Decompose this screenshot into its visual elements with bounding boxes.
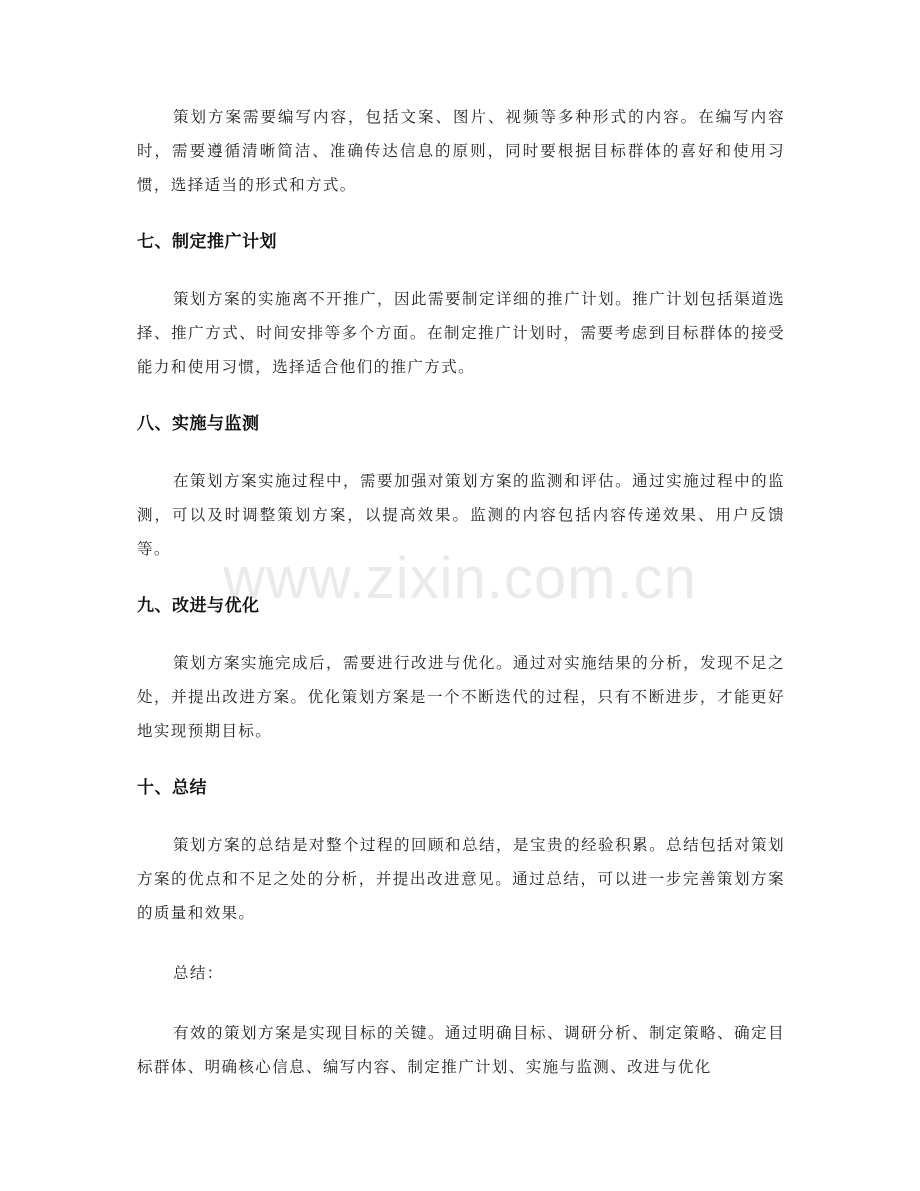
- section-heading-promotion-plan: 七、制定推广计划: [137, 232, 277, 252]
- content-writing-paragraph: 策划方案需要编写内容，包括文案、图片、视频等多种形式的内容。在编写内容时，需要遵循清晰简洁、准确传达信息的原则，同时要根据目标群体的喜好和使用习惯，选择适当的形式和方式。: [137, 108, 785, 194]
- section-heading-implementation-monitoring: 八、实施与监测: [137, 414, 260, 434]
- section-heading-summary: 十、总结: [137, 778, 207, 798]
- implementation-monitoring-paragraph: 在策划方案实施过程中，需要加强对策划方案的监测和评估。通过实施过程中的监测，可以及时调整策划方案，以提高效果。监测的内容包括内容传递效果、用户反馈等。: [137, 472, 785, 558]
- watermark: www.zixin.com.cn: [223, 546, 697, 611]
- summary-section-paragraph: 策划方案的总结是对整个过程的回顾和总结，是宝贵的经验积累。总结包括对策划方案的优点和不足之处的分析，并提出改进意见。通过总结，可以进一步完善策划方案的质量和效果。: [137, 836, 785, 922]
- document-content: [137, 100, 785, 1110]
- promotion-plan-paragraph: 策划方案的实施离不开推广，因此需要制定详细的推广计划。推广计划包括渠道选择、推广方式、时间安排等多个方面。在制定推广计划时，需要考虑到目标群体的接受能力和使用习惯，选择适合他们的推广方式。: [137, 290, 785, 376]
- conclusion-paragraph: 有效的策划方案是实现目标的关键。通过明确目标、调研分析、制定策略、确定目标群体、明确核心信息、编写内容、制定推广计划、实施与监测、改进与优化: [137, 1024, 785, 1076]
- improvement-optimization-paragraph: 策划方案实施完成后，需要进行改进与优化。通过对实施结果的分析，发现不足之处，并提出改进方案。优化策划方案是一个不断迭代的过程，只有不断进步，才能更好地实现预期目标。: [137, 654, 785, 740]
- section-heading-improvement-optimization: 九、改进与优化: [137, 596, 260, 616]
- summary-label: 总结：: [173, 964, 224, 982]
